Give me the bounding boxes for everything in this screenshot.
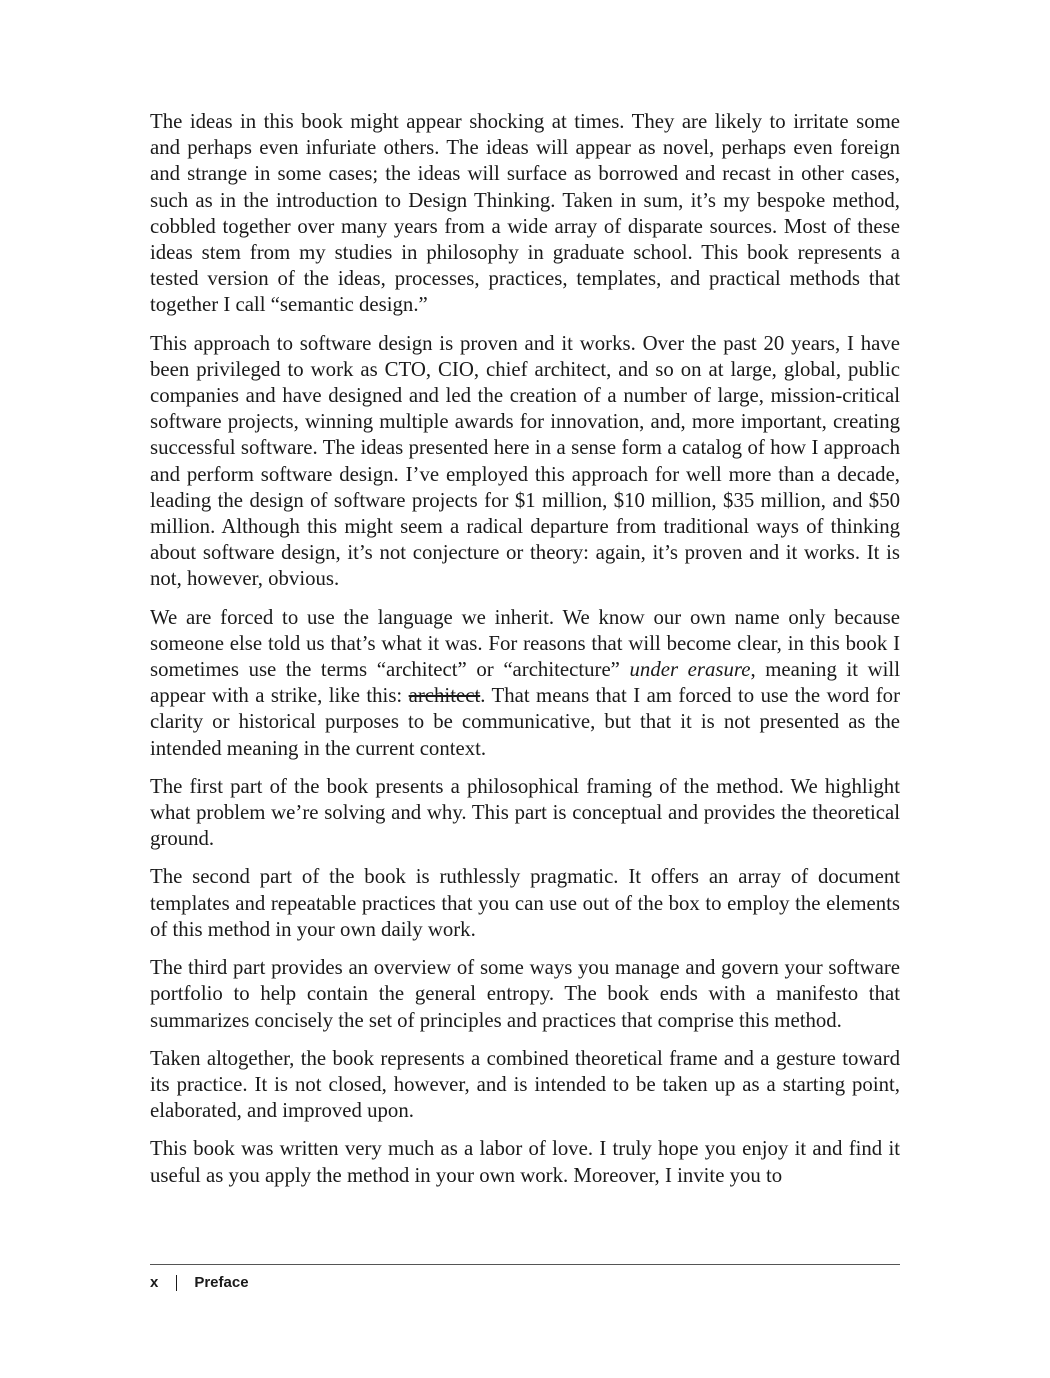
paragraph-language xyxy=(150,605,900,762)
paragraph-approach: This approach to software design is proven and it works. Over the past 20 years, I have been privileged to work as CTO, CIO, chief architect, and so on at large, global, public companies and have designed and led the creation of a number of large, mission-critical software projects, winning multiple awards for innovation, and, more important, creating successful software. The ideas presented here in a sense form a catalog of how I approach and perform software design. I’ve employed this approach for well more than a decade, leading the design of software projects for $1 million, $10 million, $35 million, and $50 million. Although this might seem a radical departure from traditional ways of thinking about software design, it’s not conjecture or theory: again, it’s proven and it works. It is not, however, obvious. xyxy=(150,331,900,591)
running-head: Preface xyxy=(194,1274,249,1291)
paragraph-part-two: The second part of the book is ruthlessly pragmatic. It offers an array of document templates and repeatable practices that you can use out of the box to employ the elements of this method in your own daily work. xyxy=(150,865,900,941)
italic-phrase: under erasure xyxy=(629,658,751,682)
paragraph-language-text-2: , meaning it will appear with a strike, like this: xyxy=(150,658,900,708)
paragraph-opening: The ideas in this book might appear shocking at times. They are likely to irritate some and perhaps even infuriate others. The ideas will appear as novel, perhaps even foreign and strange in some cases; the ideas will surface as borrowed and recast in other cases, such as in the introduction to Design Thinking. Taken in sum, it’s my bespoke method, cobbled together over many years from a wide array of disparate sources. Most of these ideas stem from my studies in philosophy in graduate school. This book represents a tested version of the ideas, processes, practices, templates, and practical methods that together I call “semantic design.” xyxy=(150,110,900,317)
paragraph-part-one: The first part of the book presents a philosophical framing of the method. We highlight what problem we’re solving and why. This part is conceptual and provides the theoretical ground. xyxy=(150,774,900,851)
paragraph-language-text-3: . That means that I am forced to use the word for clarity or historical purposes to be communicative, but that it is not presented as the intended meaning in the current context. xyxy=(150,684,900,760)
struck-word: architect xyxy=(408,684,481,708)
page-footer xyxy=(150,1272,249,1294)
paragraph-language-text-1: We are forced to use the language we inherit. We know our own name only because someone else told us that’s what it was. For reasons that will become clear, in this book I sometimes use the terms “architect” or “architecture” xyxy=(150,605,900,682)
paragraph-altogether: Taken altogether, the book represents a combined theoretical frame and a gesture toward its practice. It is not closed, however, and is intended to be taken up as a starting point, elaborated, and improved upon. xyxy=(150,1046,900,1123)
paragraph-part-three: The third part provides an overview of some ways you manage and govern your software portfolio to help contain the general entropy. The book ends with a manifesto that summarizes concisely the set of principles and practices that comprise this method. xyxy=(150,956,900,1032)
page-body xyxy=(150,109,900,1201)
page-number: x xyxy=(150,1274,159,1291)
footer-separator xyxy=(176,1275,177,1291)
paragraph-closing: This book was written very much as a labor of love. I truly hope you enjoy it and find it useful as you apply the method in your own work. Moreover, I invite you to xyxy=(150,1137,900,1187)
footer-divider xyxy=(150,1264,900,1265)
